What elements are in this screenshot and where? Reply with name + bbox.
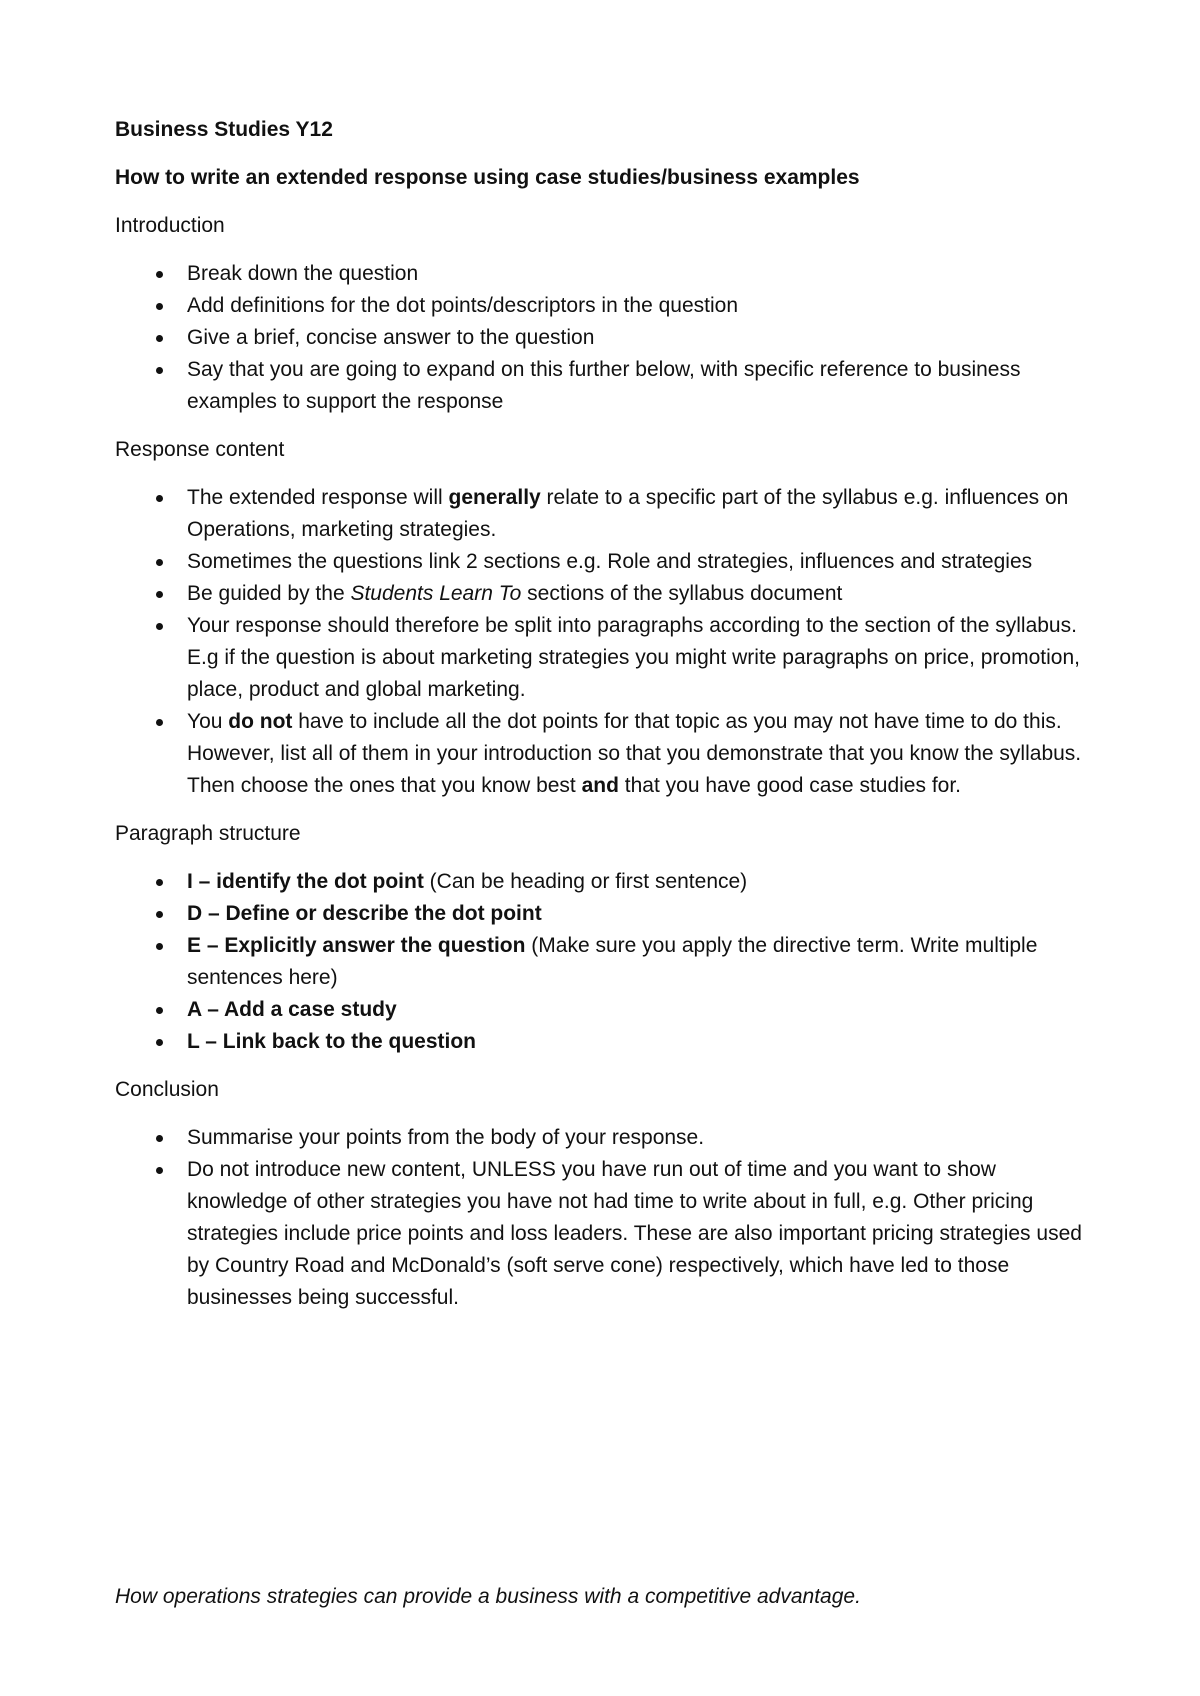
list-item <box>115 994 1095 1026</box>
list-item-text-pre: The extended response will <box>187 486 449 509</box>
document-body <box>115 114 1095 1330</box>
bullet-icon <box>156 1039 163 1046</box>
list-item <box>115 898 1095 930</box>
list-item <box>115 1122 1095 1154</box>
bullet-icon <box>156 943 163 950</box>
list-item-text: Give a brief, concise answer to the question <box>187 326 595 349</box>
bullet-icon <box>156 367 163 374</box>
list-item-text-rest: (Make sure you apply the directive term. Write multiple sentences here) <box>187 934 1038 989</box>
structure-step-explicitly: E – Explicitly answer the question <box>187 934 526 957</box>
paragraph-structure-list <box>115 866 1095 1058</box>
list-item <box>115 866 1095 898</box>
list-item <box>115 322 1095 354</box>
structure-step-add-case-study: A – Add a case study <box>187 998 397 1021</box>
bullet-icon <box>156 495 163 502</box>
emphasis-do-not: do not <box>228 710 293 733</box>
list-item <box>115 706 1095 802</box>
list-item <box>115 930 1095 994</box>
list-item <box>115 578 1095 610</box>
footer-question: How operations strategies can provide a business with a competitive advantage. <box>115 1585 861 1608</box>
list-item-text: Do not introduce new content, UNLESS you have run out of time and you want to show knowledge of other strategies you have not had time to write about in full, e.g. Other pricing strategies include price points and loss leaders. These are also important pricing strategies used by Country Road and McDonald’s (soft serve cone) respectively, which have led to those businesses being successful. <box>187 1158 1082 1309</box>
bullet-icon <box>156 1167 163 1174</box>
list-item <box>115 610 1095 706</box>
structure-step-define: D – Define or describe the dot point <box>187 902 542 925</box>
list-item <box>115 1154 1095 1314</box>
emphasis-students-learn-to: Students Learn To <box>350 582 522 605</box>
bullet-icon <box>156 911 163 918</box>
list-item-text: Add definitions for the dot points/descriptors in the question <box>187 294 739 317</box>
document-title: Business Studies Y12 <box>115 118 333 141</box>
conclusion-list <box>115 1122 1095 1314</box>
bullet-icon <box>156 879 163 886</box>
bullet-icon <box>156 271 163 278</box>
list-item <box>115 258 1095 290</box>
list-item-text: Break down the question <box>187 262 419 285</box>
section-heading-conclusion: Conclusion <box>115 1078 219 1101</box>
section-heading-response-content: Response content <box>115 438 285 461</box>
structure-step-link-back: L – Link back to the question <box>187 1030 476 1053</box>
list-item-text: Summarise your points from the body of your response. <box>187 1126 705 1149</box>
list-item-text-pre: Be guided by the <box>187 582 351 605</box>
list-item-text-post: that you have good case studies for. <box>618 774 961 797</box>
list-item-text-post: relate to a specific part of the syllabus e.g. influences on Operations, marketing strategies. <box>187 486 1069 541</box>
list-item-text-pre: You <box>187 710 229 733</box>
list-item <box>115 546 1095 578</box>
list-item-text-post: sections of the syllabus document <box>521 582 843 605</box>
structure-step-identify: I – identify the dot point <box>187 870 424 893</box>
bullet-icon <box>156 1007 163 1014</box>
emphasis-generally: generally <box>448 486 541 509</box>
list-item-text-rest: (Can be heading or first sentence) <box>423 870 748 893</box>
bullet-icon <box>156 591 163 598</box>
introduction-list <box>115 258 1095 418</box>
list-item <box>115 482 1095 546</box>
list-item <box>115 354 1095 418</box>
list-item <box>115 290 1095 322</box>
list-item-text: Sometimes the questions link 2 sections e.g. Role and strategies, influences and strategies <box>187 550 1033 573</box>
bullet-icon <box>156 559 163 566</box>
bullet-icon <box>156 719 163 726</box>
list-item <box>115 1026 1095 1058</box>
list-item-text: Your response should therefore be split into paragraphs according to the section of the syllabus. E.g if the question is about marketing strategies you might write paragraphs on price, promotion, place, product and global marketing. <box>187 614 1080 701</box>
bullet-icon <box>156 623 163 630</box>
document-subtitle: How to write an extended response using case studies/business examples <box>115 166 860 189</box>
bullet-icon <box>156 1135 163 1142</box>
bullet-icon <box>156 335 163 342</box>
bullet-icon <box>156 303 163 310</box>
list-item-text-mid: have to include all the dot points for that topic as you may not have time to do this. However, list all of them in your introduction so that you demonstrate that you know the syllabus. Then choose the ones that you know best <box>187 710 1082 797</box>
section-heading-paragraph-structure: Paragraph structure <box>115 822 301 845</box>
response-content-list <box>115 482 1095 802</box>
emphasis-and: and <box>581 774 619 797</box>
list-item-text: Say that you are going to expand on this further below, with specific reference to business examples to support the response <box>187 358 1021 413</box>
section-heading-introduction: Introduction <box>115 214 225 237</box>
